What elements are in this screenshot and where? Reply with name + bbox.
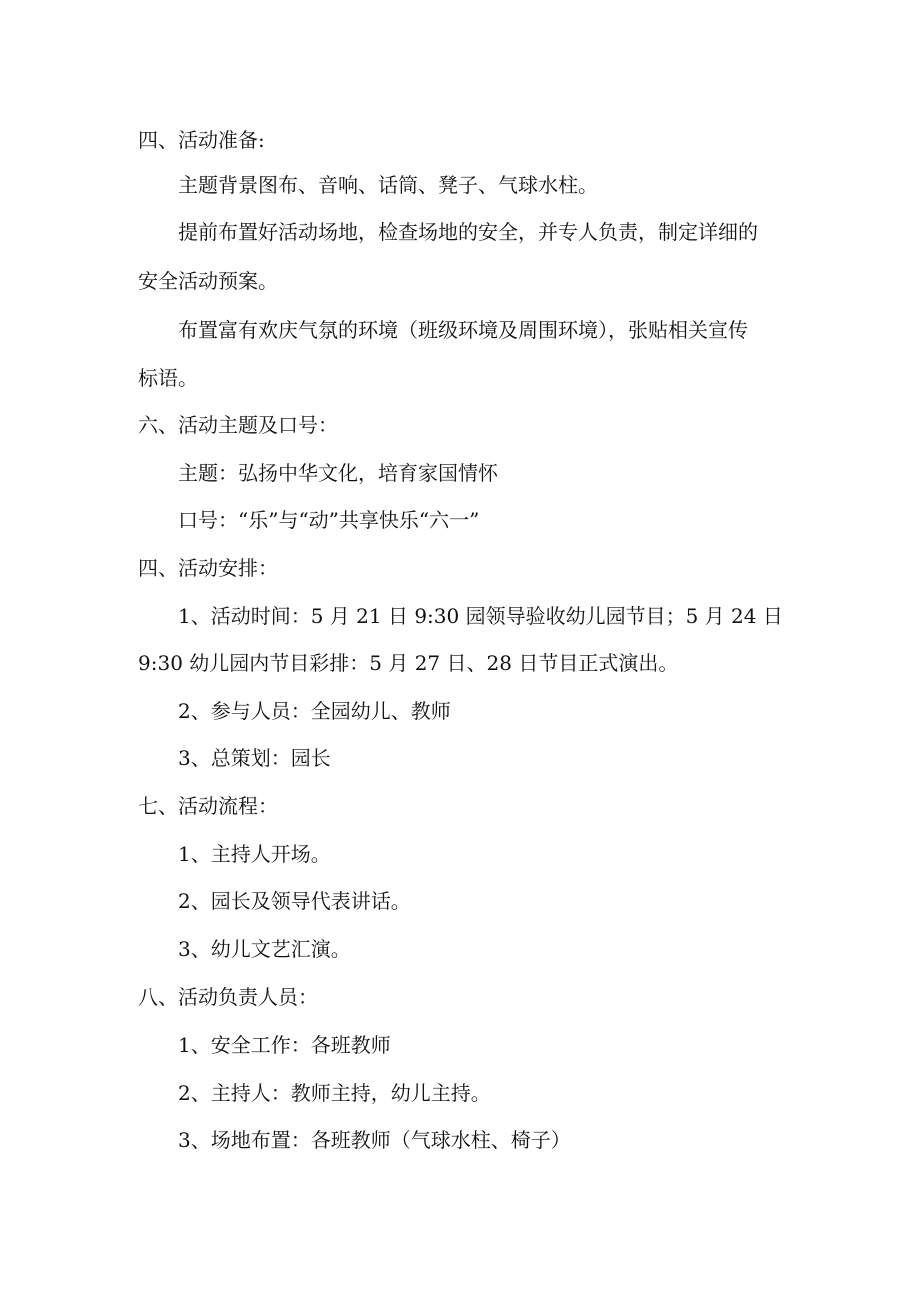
section-heading-schedule: 四、活动安排： bbox=[138, 556, 278, 580]
paragraph-theme: 主题：弘扬中华文化，培育家国情怀 bbox=[178, 461, 498, 485]
list-item-host: 2、主持人：教师主持，幼儿主持。 bbox=[178, 1081, 491, 1105]
section-heading-theme: 六、活动主题及口号： bbox=[138, 413, 338, 437]
list-item-participants: 2、参与人员：全园幼儿、教师 bbox=[178, 699, 451, 723]
paragraph-venue-line1: 提前布置好活动场地，检查场地的安全，并专人负责，制定详细的 bbox=[178, 220, 758, 244]
paragraph-decor-line2: 标语。 bbox=[138, 366, 198, 390]
paragraph-decor-line1: 布置富有欢庆气氛的环境（班级环境及周围环境），张贴相关宣传 bbox=[178, 318, 748, 342]
list-item-planner: 3、总策划：园长 bbox=[178, 746, 331, 770]
section-heading-process: 七、活动流程： bbox=[138, 794, 278, 818]
list-item-speech: 2、园长及领导代表讲话。 bbox=[178, 889, 411, 913]
paragraph-slogan: 口号：“乐”与“动”共享快乐“六一” bbox=[178, 508, 480, 532]
paragraph-materials: 主题背景图布、音响、话筒、凳子、气球水柱。 bbox=[178, 173, 598, 197]
section-heading-preparation: 四、活动准备: bbox=[138, 128, 265, 152]
list-item-venue-setup: 3、场地布置：各班教师（气球水柱、椅子） bbox=[178, 1128, 571, 1152]
list-item-time-line1: 1、活动时间：5 月 21 日 9:30 园领导验收幼儿园节目；5 月 24 日 bbox=[178, 604, 783, 628]
list-item-safety: 1、安全工作：各班教师 bbox=[178, 1033, 391, 1057]
list-item-time-line2: 9:30 幼儿园内节目彩排：5 月 27 日、28 日节目正式演出。 bbox=[138, 651, 679, 675]
section-heading-staff: 八、活动负责人员： bbox=[138, 985, 318, 1009]
paragraph-venue-line2: 安全活动预案。 bbox=[138, 269, 278, 293]
list-item-opening: 1、主持人开场。 bbox=[178, 842, 331, 866]
list-item-performance: 3、幼儿文艺汇演。 bbox=[178, 937, 351, 961]
